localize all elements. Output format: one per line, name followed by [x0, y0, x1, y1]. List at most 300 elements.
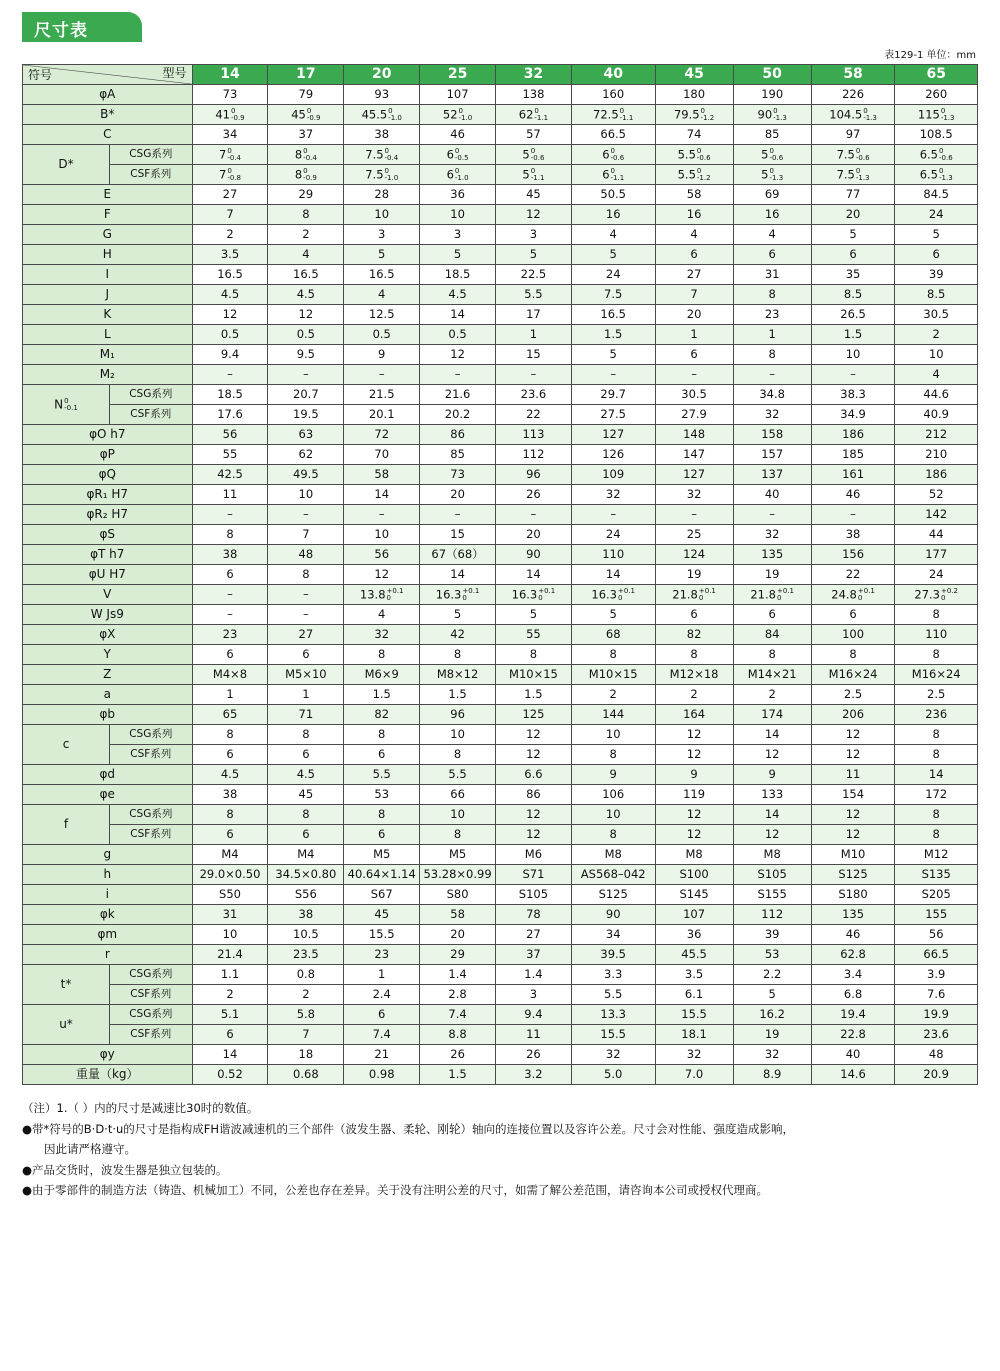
row-label: Z: [23, 665, 193, 685]
table-cell: 4: [655, 225, 733, 245]
table-cell: 31: [192, 905, 268, 925]
table-cell: 25: [655, 525, 733, 545]
model-header-65: 65: [895, 65, 978, 85]
table-cell: 32: [655, 1045, 733, 1065]
table-cell: 18.5: [192, 385, 268, 405]
row-label: φU H7: [23, 565, 193, 585]
table-cell: 6: [344, 1005, 420, 1025]
table-cell: 23.6: [895, 1025, 978, 1045]
table-cell: 8: [344, 645, 420, 665]
row-series-label: CSG系列: [110, 805, 193, 825]
table-cell: 32: [344, 625, 420, 645]
table-cell: 18.1: [655, 1025, 733, 1045]
table-cell: 73: [192, 85, 268, 105]
table-cell: 5: [571, 345, 655, 365]
table-row: [23, 805, 978, 825]
table-cell: 22.5: [496, 265, 572, 285]
table-cell: 147: [655, 445, 733, 465]
table-cell: S125: [811, 865, 895, 885]
table-cell: 8: [811, 645, 895, 665]
model-header-20: 20: [344, 65, 420, 85]
table-cell: 156: [811, 545, 895, 565]
table-cell: 97: [811, 125, 895, 145]
table-cell: –: [192, 505, 268, 525]
table-cell: 7: [268, 1025, 344, 1045]
table-cell: 4.5: [268, 765, 344, 785]
table-cell: 5: [420, 245, 496, 265]
table-cell: 24.8 +0.1 0: [811, 585, 895, 605]
table-cell: 7.4: [420, 1005, 496, 1025]
table-cell: M4: [192, 845, 268, 865]
table-cell: 5: [895, 225, 978, 245]
table-cell: –: [811, 505, 895, 525]
table-row: [23, 1025, 978, 1045]
table-cell: 19: [733, 1025, 811, 1045]
table-cell: 7.5: [571, 285, 655, 305]
table-cell: 127: [655, 465, 733, 485]
row-label: M₂: [23, 365, 193, 385]
table-cell: 8: [733, 345, 811, 365]
table-cell: S180: [811, 885, 895, 905]
table-cell: S50: [192, 885, 268, 905]
table-cell: 9.4: [496, 1005, 572, 1025]
table-cell: 0.68: [268, 1065, 344, 1085]
table-cell: 90: [496, 545, 572, 565]
table-cell: 14.6: [811, 1065, 895, 1085]
table-cell: 135: [811, 905, 895, 925]
table-cell: 24: [895, 205, 978, 225]
table-cell: 0.98: [344, 1065, 420, 1085]
table-cell: M6×9: [344, 665, 420, 685]
table-cell: 66: [420, 785, 496, 805]
table-cell: 1.5: [420, 1065, 496, 1085]
table-cell: 12: [496, 725, 572, 745]
table-cell: 5.5: [420, 765, 496, 785]
table-cell: 6: [655, 345, 733, 365]
table-cell: 8 0 -0.9: [268, 165, 344, 185]
table-cell: 5 0 -0.6: [496, 145, 572, 165]
table-cell: 16.5: [192, 265, 268, 285]
table-cell: 16.3 +0.1 0: [420, 585, 496, 605]
table-cell: 29.7: [571, 385, 655, 405]
table-cell: 7.5 0 -1.3: [811, 165, 895, 185]
table-cell: –: [344, 505, 420, 525]
table-cell: 185: [811, 445, 895, 465]
table-cell: 45: [268, 785, 344, 805]
table-cell: 1.5: [420, 685, 496, 705]
table-cell: 190: [733, 85, 811, 105]
table-cell: 44.6: [895, 385, 978, 405]
table-cell: 2: [733, 685, 811, 705]
table-cell: 32: [733, 405, 811, 425]
table-cell: 57: [496, 125, 572, 145]
table-cell: 32: [571, 485, 655, 505]
table-cell: 42: [420, 625, 496, 645]
table-cell: 12: [655, 725, 733, 745]
table-cell: 6 0 -0.6: [571, 145, 655, 165]
row-series-label: CSF系列: [110, 165, 193, 185]
table-cell: –: [420, 365, 496, 385]
table-cell: 6: [192, 745, 268, 765]
table-cell: S80: [420, 885, 496, 905]
table-cell: M6: [496, 845, 572, 865]
table-cell: 113: [496, 425, 572, 445]
table-cell: 8.9: [733, 1065, 811, 1085]
table-cell: 12: [496, 825, 572, 845]
table-cell: 6 0 -0.5: [420, 145, 496, 165]
table-cell: 24: [895, 565, 978, 585]
table-cell: M5: [420, 845, 496, 865]
table-cell: 6: [733, 605, 811, 625]
table-cell: S56: [268, 885, 344, 905]
table-cell: 154: [811, 785, 895, 805]
table-cell: 86: [420, 425, 496, 445]
header-symbol-label: 符号: [28, 68, 53, 83]
table-cell: 12: [733, 745, 811, 765]
table-cell: 16: [571, 205, 655, 225]
table-cell: 5.0: [571, 1065, 655, 1085]
table-cell: 82: [655, 625, 733, 645]
table-cell: 24: [571, 525, 655, 545]
table-cell: AS568–042: [571, 865, 655, 885]
table-cell: 8: [420, 645, 496, 665]
table-cell: 5 0 -0.6: [733, 145, 811, 165]
table-cell: 8: [268, 565, 344, 585]
table-cell: 4.5: [268, 285, 344, 305]
table-cell: 6 0 -1.0: [420, 165, 496, 185]
table-cell: 12.5: [344, 305, 420, 325]
table-cell: 109: [571, 465, 655, 485]
table-row: [23, 265, 978, 285]
table-cell: 26: [496, 1045, 572, 1065]
row-label: u*: [23, 1005, 110, 1045]
table-cell: 8: [895, 805, 978, 825]
table-cell: 18: [268, 1045, 344, 1065]
table-cell: 5: [496, 245, 572, 265]
table-cell: 11: [496, 1025, 572, 1045]
table-cell: –: [811, 365, 895, 385]
row-label: f: [23, 805, 110, 845]
table-row: [23, 105, 978, 125]
table-cell: 66.5: [571, 125, 655, 145]
table-cell: 6: [192, 825, 268, 845]
table-cell: 12: [655, 805, 733, 825]
table-cell: 6: [192, 645, 268, 665]
table-cell: 22: [811, 565, 895, 585]
table-cell: 3: [496, 225, 572, 245]
table-cell: 180: [655, 85, 733, 105]
table-cell: 93: [344, 85, 420, 105]
table-cell: 49.5: [268, 465, 344, 485]
table-cell: 40.64×1.14: [344, 865, 420, 885]
table-cell: 8: [344, 805, 420, 825]
table-cell: 16: [655, 205, 733, 225]
table-cell: 35: [811, 265, 895, 285]
table-row: [23, 745, 978, 765]
row-label: φT h7: [23, 545, 193, 565]
table-cell: 119: [655, 785, 733, 805]
table-cell: 12: [268, 305, 344, 325]
table-cell: 12: [496, 805, 572, 825]
model-header-14: 14: [192, 65, 268, 85]
table-cell: 19.5: [268, 405, 344, 425]
table-cell: 4: [895, 365, 978, 385]
table-cell: 79.5 0 -1.2: [655, 105, 733, 125]
table-row: [23, 1065, 978, 1085]
table-cell: 10: [895, 345, 978, 365]
table-cell: 29: [268, 185, 344, 205]
table-cell: S71: [496, 865, 572, 885]
table-cell: 14: [895, 765, 978, 785]
row-series-label: CSF系列: [110, 405, 193, 425]
table-cell: 1.1: [192, 965, 268, 985]
table-cell: 65: [192, 705, 268, 725]
table-cell: 31: [733, 265, 811, 285]
table-cell: 39: [895, 265, 978, 285]
table-cell: 1.5: [571, 325, 655, 345]
table-cell: 12: [811, 725, 895, 745]
table-cell: 73: [420, 465, 496, 485]
table-row: [23, 345, 978, 365]
table-cell: 3.2: [496, 1065, 572, 1085]
table-cell: 8: [344, 725, 420, 745]
table-cell: 112: [496, 445, 572, 465]
table-cell: 8: [420, 825, 496, 845]
table-row: [23, 625, 978, 645]
table-row: [23, 205, 978, 225]
table-cell: 36: [420, 185, 496, 205]
table-cell: 58: [420, 905, 496, 925]
table-cell: 20.9: [895, 1065, 978, 1085]
table-cell: 48: [268, 545, 344, 565]
table-cell: M12: [895, 845, 978, 865]
table-cell: 14: [344, 485, 420, 505]
table-cell: 16.5: [571, 305, 655, 325]
table-cell: 0.5: [344, 325, 420, 345]
table-row: [23, 485, 978, 505]
table-cell: 56: [344, 545, 420, 565]
row-label: C: [23, 125, 193, 145]
table-cell: 19: [733, 565, 811, 585]
table-cell: 27.5: [571, 405, 655, 425]
table-cell: 2: [192, 225, 268, 245]
row-series-label: CSG系列: [110, 725, 193, 745]
table-cell: 3.5: [655, 965, 733, 985]
table-cell: 10: [420, 725, 496, 745]
table-cell: 8: [420, 745, 496, 765]
table-cell: 5.5: [571, 985, 655, 1005]
table-cell: 1.5: [811, 325, 895, 345]
table-cell: 38: [268, 905, 344, 925]
table-cell: 13.3: [571, 1005, 655, 1025]
table-cell: 26.5: [811, 305, 895, 325]
table-cell: 72: [344, 425, 420, 445]
table-cell: 53: [344, 785, 420, 805]
table-cell: 22.8: [811, 1025, 895, 1045]
row-label: φk: [23, 905, 193, 925]
table-cell: 17: [496, 305, 572, 325]
table-cell: 34.8: [733, 385, 811, 405]
footnotes: [22, 1099, 978, 1201]
table-cell: 4.5: [420, 285, 496, 305]
table-row: [23, 85, 978, 105]
table-cell: 18.5: [420, 265, 496, 285]
table-row: [23, 225, 978, 245]
table-cell: 2: [895, 325, 978, 345]
table-cell: 10: [420, 205, 496, 225]
table-cell: 21.5: [344, 385, 420, 405]
table-cell: 11: [811, 765, 895, 785]
table-row: [23, 605, 978, 625]
table-cell: 77: [811, 185, 895, 205]
table-cell: S105: [733, 865, 811, 885]
table-cell: 26: [496, 485, 572, 505]
table-body: [23, 85, 978, 1085]
table-row: [23, 845, 978, 865]
table-row: [23, 785, 978, 805]
row-label: φd: [23, 765, 193, 785]
table-row: [23, 505, 978, 525]
table-cell: 12: [655, 825, 733, 845]
table-cell: 2.5: [895, 685, 978, 705]
table-cell: 8.5: [811, 285, 895, 305]
row-label: V: [23, 585, 193, 605]
table-cell: 34: [192, 125, 268, 145]
table-row: [23, 325, 978, 345]
table-cell: 63: [268, 425, 344, 445]
footnote-2: ●带*符号的B·D·t·u的尺寸是指构成FH谐波减速机的三个部件（波发生器、柔轮、刚轮）轴向的连接位置以及容许公差。尺寸会对性能、强度造成影响，: [22, 1121, 795, 1136]
table-cell: 4.5: [192, 765, 268, 785]
table-cell: 1.5: [344, 685, 420, 705]
table-cell: 6: [811, 605, 895, 625]
table-cell: 7: [192, 205, 268, 225]
table-cell: M5×10: [268, 665, 344, 685]
table-cell: 45: [496, 185, 572, 205]
table-cell: 85: [733, 125, 811, 145]
table-cell: 62: [268, 445, 344, 465]
table-cell: 0.8: [268, 965, 344, 985]
dimension-table-page: [0, 12, 1000, 1371]
table-cell: 7 0 -0.8: [192, 165, 268, 185]
table-cell: 72.5 0 -1.1: [571, 105, 655, 125]
table-cell: M14×21: [733, 665, 811, 685]
table-cell: 104.5 0 -1.3: [811, 105, 895, 125]
table-cell: 62.8: [811, 945, 895, 965]
table-cell: 155: [895, 905, 978, 925]
table-cell: 10: [268, 485, 344, 505]
table-row: [23, 385, 978, 405]
table-cell: 38: [811, 525, 895, 545]
table-cell: 172: [895, 785, 978, 805]
table-cell: 138: [496, 85, 572, 105]
table-cell: 186: [811, 425, 895, 445]
table-cell: 32: [733, 1045, 811, 1065]
table-cell: 84: [733, 625, 811, 645]
table-cell: –: [192, 365, 268, 385]
table-cell: 23.5: [268, 945, 344, 965]
row-label: N 0 -0.1: [23, 385, 110, 425]
table-cell: 2: [571, 685, 655, 705]
table-cell: M4×8: [192, 665, 268, 685]
table-cell: 12: [811, 825, 895, 845]
row-label: M₁: [23, 345, 193, 365]
table-cell: 13.8 +0.1 0: [344, 585, 420, 605]
table-cell: 10: [420, 805, 496, 825]
table-row: [23, 865, 978, 885]
table-cell: 56: [192, 425, 268, 445]
table-row: [23, 645, 978, 665]
table-cell: S67: [344, 885, 420, 905]
table-cell: 48: [895, 1045, 978, 1065]
table-cell: 10: [571, 725, 655, 745]
table-cell: 10: [344, 525, 420, 545]
row-label: φm: [23, 925, 193, 945]
table-cell: 66.5: [895, 945, 978, 965]
table-cell: 7.5 0 -1.0: [344, 165, 420, 185]
table-cell: 10.5: [268, 925, 344, 945]
table-cell: 8: [571, 645, 655, 665]
table-cell: 29.0×0.50: [192, 865, 268, 885]
table-row: [23, 585, 978, 605]
table-cell: 1.4: [496, 965, 572, 985]
row-label: L: [23, 325, 193, 345]
table-cell: 3.4: [811, 965, 895, 985]
table-cell: M8: [571, 845, 655, 865]
table-cell: 27: [655, 265, 733, 285]
table-cell: –: [192, 585, 268, 605]
table-row: [23, 545, 978, 565]
table-cell: 5.5 0 -1.2: [655, 165, 733, 185]
table-cell: 6.5 0 -1.3: [895, 165, 978, 185]
table-cell: 84.5: [895, 185, 978, 205]
table-cell: 8: [733, 645, 811, 665]
table-cell: M8: [733, 845, 811, 865]
table-cell: 8: [496, 645, 572, 665]
table-cell: 39: [733, 925, 811, 945]
table-cell: 46: [811, 925, 895, 945]
table-cell: 20.7: [268, 385, 344, 405]
table-cell: 6: [192, 565, 268, 585]
table-row: [23, 765, 978, 785]
table-cell: 6.1: [655, 985, 733, 1005]
table-row: [23, 525, 978, 545]
table-cell: 34.5×0.80: [268, 865, 344, 885]
table-cell: 126: [571, 445, 655, 465]
table-cell: 10: [571, 805, 655, 825]
table-row: [23, 245, 978, 265]
table-cell: 3: [496, 985, 572, 1005]
table-cell: 5: [733, 985, 811, 1005]
footnote-4: ●由于零部件的制造方法（铸造、机械加工）不同，公差也存在差异。关于没有注明公差的尺寸，如需了解公差范围，请咨询本公司或授权代理商。: [22, 1183, 769, 1198]
table-cell: 21.8 +0.1 0: [655, 585, 733, 605]
table-cell: 6: [733, 245, 811, 265]
table-cell: 9: [655, 765, 733, 785]
table-cell: 5: [811, 225, 895, 245]
table-cell: 12: [496, 745, 572, 765]
row-label: F: [23, 205, 193, 225]
header-model-label: 型号: [162, 66, 187, 80]
table-cell: 210: [895, 445, 978, 465]
table-cell: –: [571, 365, 655, 385]
table-cell: 55: [496, 625, 572, 645]
table-cell: 164: [655, 705, 733, 725]
row-label: K: [23, 305, 193, 325]
row-label: φy: [23, 1045, 193, 1065]
table-cell: 90: [571, 905, 655, 925]
row-label: c: [23, 725, 110, 765]
table-cell: 115 0 -1.3: [895, 105, 978, 125]
table-cell: 38: [192, 545, 268, 565]
